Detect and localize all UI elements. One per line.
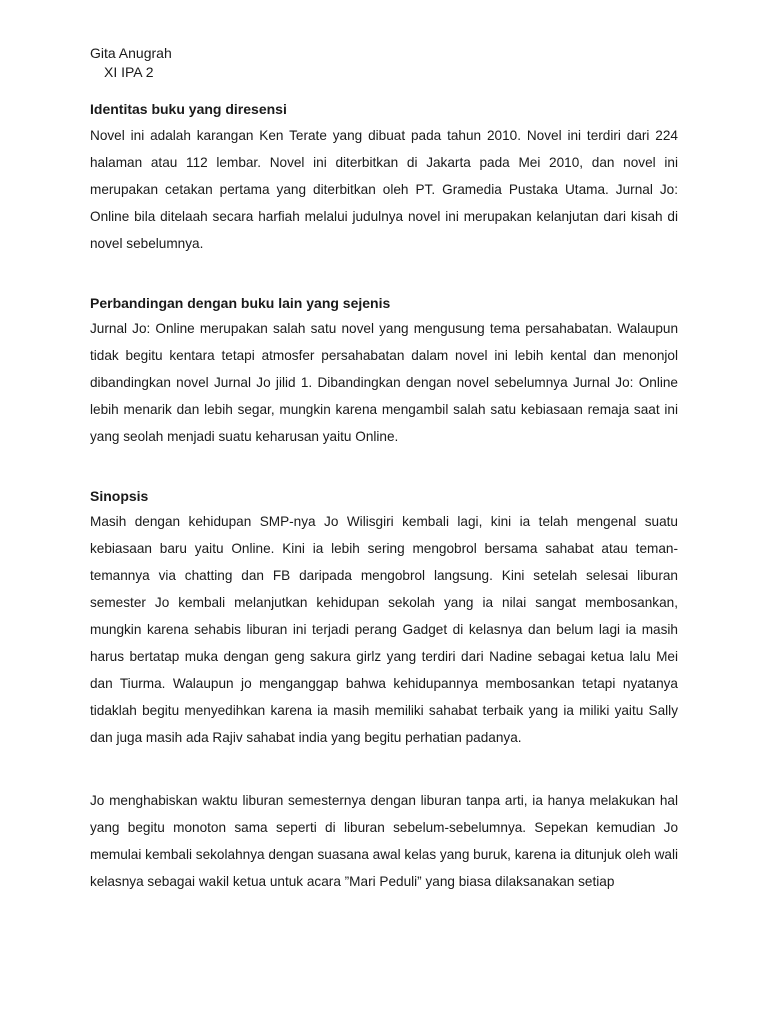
author-class: XI IPA 2 bbox=[104, 64, 154, 80]
section-heading-perbandingan: Perbandingan dengan buku lain yang sejenis bbox=[90, 295, 391, 311]
section-paragraph-sinopsis-1: Masih dengan kehidupan SMP-nya Jo Wilisgiri kembali lagi, kini ia telah mengenal suatu kebiasaan baru yaitu Online. Kini ia lebih sering mengobrol bersama sahabat atau teman-temannya via chatting dan FB daripada mengobrol langsung. Kini setelah selesai liburan semester Jo kembali melanjutkan kehidupan sekolah yang ia nilai sangat membosankan, mungkin karena sehabis liburan ini terjadi perang Gadget di kelasnya dan belum lagi ia masih harus bertatap muka dengan geng sakura girlz yang terdiri dari Nadine sebagai ketua lalu Mei dan Tiurma. Walaupun jo menganggap bahwa kehidupannya membosankan tetapi nyatanya tidaklah begitu menyedihkan karena ia masih memiliki sahabat terbaik yang ia miliki yaitu Sally dan juga masih ada Rajiv sahabat india yang begitu perhatian padanya. bbox=[90, 514, 678, 745]
section-paragraph-perbandingan: Jurnal Jo: Online merupakan salah satu novel yang mengusung tema persahabatan. Walaupun tidak begitu kentara tetapi atmosfer persahabatan dalam novel ini lebih kental dan menonjol dibandingkan novel Jurnal Jo jilid 1. Dibandingkan dengan novel sebelumnya Jurnal Jo: Online lebih menarik dan lebih segar, mungkin karena mengambil salah satu kebiasaan remaja saat ini yang seolah menjadi suatu keharusan yaitu Online. bbox=[90, 321, 678, 444]
section-paragraph-sinopsis-2: Jo menghabiskan waktu liburan semesternya dengan liburan tanpa arti, ia hanya melakukan hal yang begitu monoton sama seperti di liburan sebelum-sebelumnya. Sepekan kemudian Jo memulai kembali sekolahnya dengan suasana awal kelas yang buruk, karena ia ditunjuk oleh wali kelasnya sebagai wakil ketua untuk acara ”Mari Peduli” yang biasa dilaksanakan setiap bbox=[90, 793, 678, 889]
section-heading-sinopsis: Sinopsis bbox=[90, 488, 149, 504]
section-heading-identitas: Identitas buku yang diresensi bbox=[90, 101, 287, 117]
section-paragraph-identitas: Novel ini adalah karangan Ken Terate yang dibuat pada tahun 2010. Novel ini terdiri dari 224 halaman atau 112 lembar. Novel ini diterbitkan di Jakarta pada Mei 2010, dan novel ini merupakan cetakan pertama yang diterbitkan oleh PT. Gramedia Pustaka Utama. Jurnal Jo: Online bila ditelaah secara harfiah melalui judulnya novel ini merupakan kelanjutan dari kisah di novel sebelumnya. bbox=[90, 128, 678, 251]
author-name: Gita Anugrah bbox=[90, 45, 172, 61]
